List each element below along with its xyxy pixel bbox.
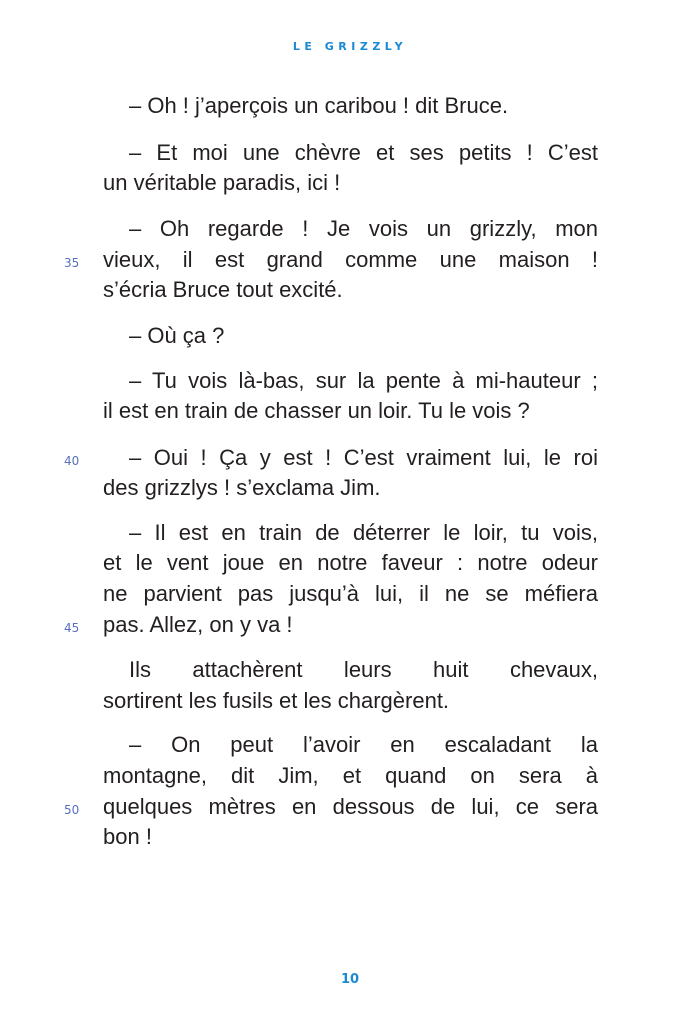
running-title: LE GRIZZLY <box>292 40 408 53</box>
text-line: – Où ça ? <box>129 323 225 348</box>
text-line: des grizzlys ! s’exclama Jim. <box>103 475 381 500</box>
text-line: quelques mètres en dessous de lui, ce sera <box>103 794 598 819</box>
text-line: – Tu vois là-bas, sur la pente à mi-hauteur ; <box>129 368 598 393</box>
page-number: 10 <box>340 972 360 987</box>
line-number: 35 <box>64 256 80 270</box>
text-line: vieux, il est grand comme une maison ! <box>103 247 598 272</box>
text-line: et le vent joue en notre faveur : notre odeur <box>103 550 598 575</box>
text-line: pas. Allez, on y va ! <box>103 612 293 637</box>
text-line: – Et moi une chèvre et ses petits ! C’est <box>129 140 598 165</box>
line-number: 50 <box>64 803 80 817</box>
text-line: – Il est en train de déterrer le loir, tu vois, <box>129 520 598 545</box>
text-line: il est en train de chasser un loir. Tu le vois ? <box>103 398 530 423</box>
text-line: s’écria Bruce tout excité. <box>103 277 343 302</box>
text-line: un véritable paradis, ici ! <box>103 170 341 195</box>
text-line: ne parvient pas jusqu’à lui, il ne se méfiera <box>103 581 598 606</box>
text-line: – Oh regarde ! Je vois un grizzly, mon <box>129 216 598 241</box>
line-number: 40 <box>64 454 80 468</box>
text-line: sortirent les fusils et les chargèrent. <box>103 688 450 713</box>
text-line: bon ! <box>103 824 152 849</box>
text-line: montagne, dit Jim, et quand on sera à <box>103 763 598 788</box>
text-line: – On peut l’avoir en escaladant la <box>129 732 598 757</box>
line-number: 45 <box>64 621 80 635</box>
text-line: Ils attachèrent leurs huit chevaux, <box>129 657 598 682</box>
text-line: – Oh ! j’aperçois un caribou ! dit Bruce. <box>129 93 509 118</box>
text-line: – Oui ! Ça y est ! C’est vraiment lui, le roi <box>129 445 598 470</box>
